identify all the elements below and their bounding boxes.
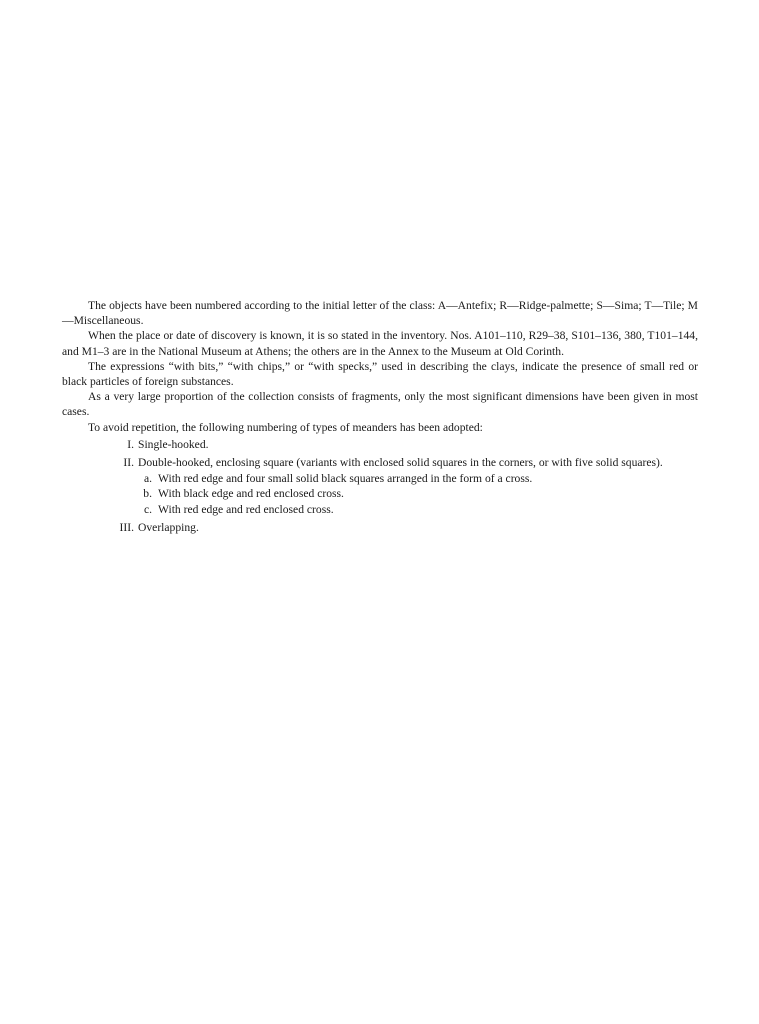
meander-variant-item	[138, 502, 698, 517]
meander-type-list	[62, 437, 698, 535]
variant-letter: a.	[143, 472, 152, 486]
paragraph-numbering: The objects have been numbered according to the initial letter of the class: A—Antefix; R—Ridge-palmette; S—Sima; T—Tile; M—Miscellaneous.	[62, 299, 698, 328]
meander-type-text: Single-hooked.	[138, 437, 209, 451]
variant-text: With red edge and red enclosed cross.	[158, 502, 334, 516]
meander-variant-list	[138, 471, 698, 517]
variant-letter: c.	[143, 502, 152, 516]
meander-type-text: Double-hooked, enclosing square (variants with enclosed solid squares in the corners, or with five solid squares).	[138, 456, 663, 470]
variant-letter: b.	[143, 487, 152, 501]
meander-type-numeral: I.	[127, 437, 134, 451]
paragraph-fragments: As a very large proportion of the collection consists of fragments, only the most significant dimensions have been given in most cases.	[62, 390, 698, 419]
paragraph-meanders-intro: To avoid repetition, the following numbering of types of meanders has been adopted:	[88, 420, 483, 434]
meander-variant-item	[138, 471, 698, 486]
meander-type-text: Overlapping.	[138, 520, 199, 534]
variant-text: With red edge and four small solid black squares arranged in the form of a cross.	[158, 472, 533, 486]
meander-type-numeral: III.	[119, 520, 134, 534]
variant-text: With black edge and red enclosed cross.	[158, 487, 344, 501]
page-body	[62, 298, 698, 538]
paragraph-discovery: When the place or date of discovery is known, it is so stated in the inventory. Nos. A101–110, R29–38, S101–136, 380, T101–144, and M1–3 are in the National Museum at Athens; the others are in the Annex to the Museum at Old Corinth.	[62, 329, 698, 358]
meander-type-numeral: II.	[123, 456, 134, 470]
paragraph-expressions: The expressions “with bits,” “with chips,” or “with specks,” used in describing the clays, indicate the presence of small red or black particles of foreign substances.	[62, 359, 698, 389]
meander-type-item	[62, 437, 698, 452]
meander-variant-item	[138, 486, 698, 501]
meander-type-item	[62, 455, 698, 517]
meander-type-item	[62, 520, 698, 535]
